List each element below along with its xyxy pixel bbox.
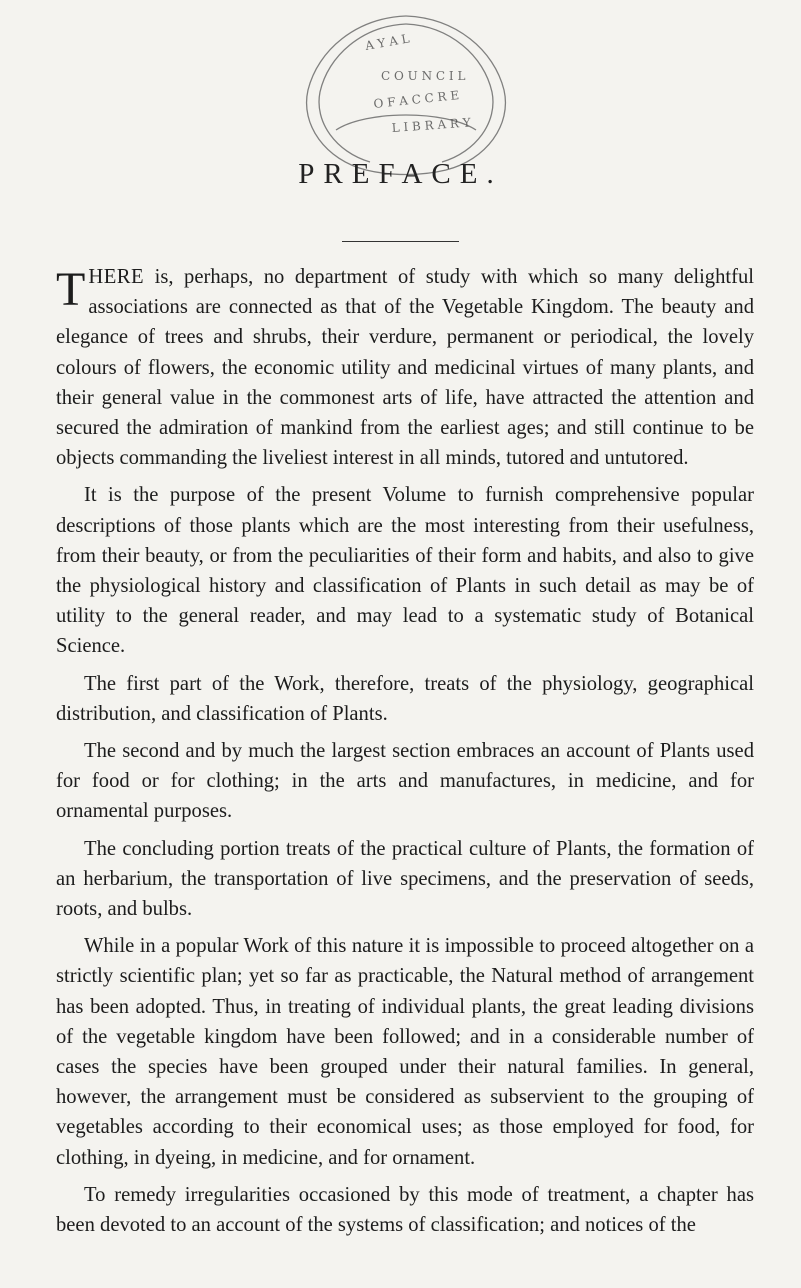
svg-text:A Y A L: A Y A L	[364, 31, 411, 53]
svg-text:C O U N C I L: C O U N C I L	[381, 69, 466, 83]
library-stamp	[296, 10, 516, 178]
paragraph-2: It is the purpose of the present Volume to furnish comprehensive popular descriptions of those plants which are the most interesting from their usefulness, from their beauty, or from the peculiarities of their form and habits, and also to give the physiological history and classification of Plants in such detail as may be of utility to the general reader, and may lead to a systematic study of Botanical Science.	[56, 484, 754, 658]
library-stamp-graphic	[296, 10, 516, 178]
paragraph-3: The first part of the Work, therefore, treats of the physiology, geographical distribution, and classification of Plants.	[56, 672, 754, 725]
title-divider	[342, 241, 459, 242]
page-title: PREFACE.	[298, 158, 503, 190]
lead-word: HERE	[88, 266, 145, 288]
paragraph-4: The second and by much the largest section embraces an account of Plants used for food or for clothing; in the arts and manufactures, in medicine, and for ornamental purposes.	[56, 740, 754, 823]
drop-cap: T	[56, 263, 86, 316]
paragraph-text: is, perhaps, no department of study with which so many delightful associations are connected as that of the Vegetable Kingdom. The beauty and elegance of trees and shrubs, their verdure, permanent or periodical, the lovely colours of flowers, the economic utility and medicinal virtues of many plants, and their general value in the commonest arts of life, have attracted the attention and secured the admiration of mankind from the earliest ages; and still continue to be objects commanding the liveliest interest in all minds, tutored and untutored.	[56, 266, 754, 470]
svg-text:O F A C C R E: O F A C C R E	[372, 88, 460, 111]
preface-body	[56, 262, 754, 1247]
paragraph-7: To remedy irregularities occasioned by this mode of treatment, a chapter has been devoted to an account of the systems of classification; and notices of the	[56, 1183, 754, 1237]
paragraph-6: While in a popular Work of this nature it is impossible to proceed altogether on a strictly scientific plan; yet so far as practicable, the Natural method of arrangement has been adopted. Thus, in treating of individual plants, the great leading divisions of the vegetable kingdom have been followed; and in a considerable number of cases the species have been grouped under their natural families. In general, however, the arrangement must be considered as subservient to the grouping of vegetables according to their economical uses; as those employed for food, for clothing, in dyeing, in medicine, and for ornament.	[56, 935, 754, 1169]
svg-text:L I B R A R Y: L I B R A R Y	[391, 115, 472, 135]
paragraph-1	[56, 262, 754, 473]
paragraph-5: The concluding portion treats of the practical culture of Plants, the formation of an herbarium, the transportation of live specimens, and the preservation of seeds, roots, and bulbs.	[56, 837, 754, 921]
